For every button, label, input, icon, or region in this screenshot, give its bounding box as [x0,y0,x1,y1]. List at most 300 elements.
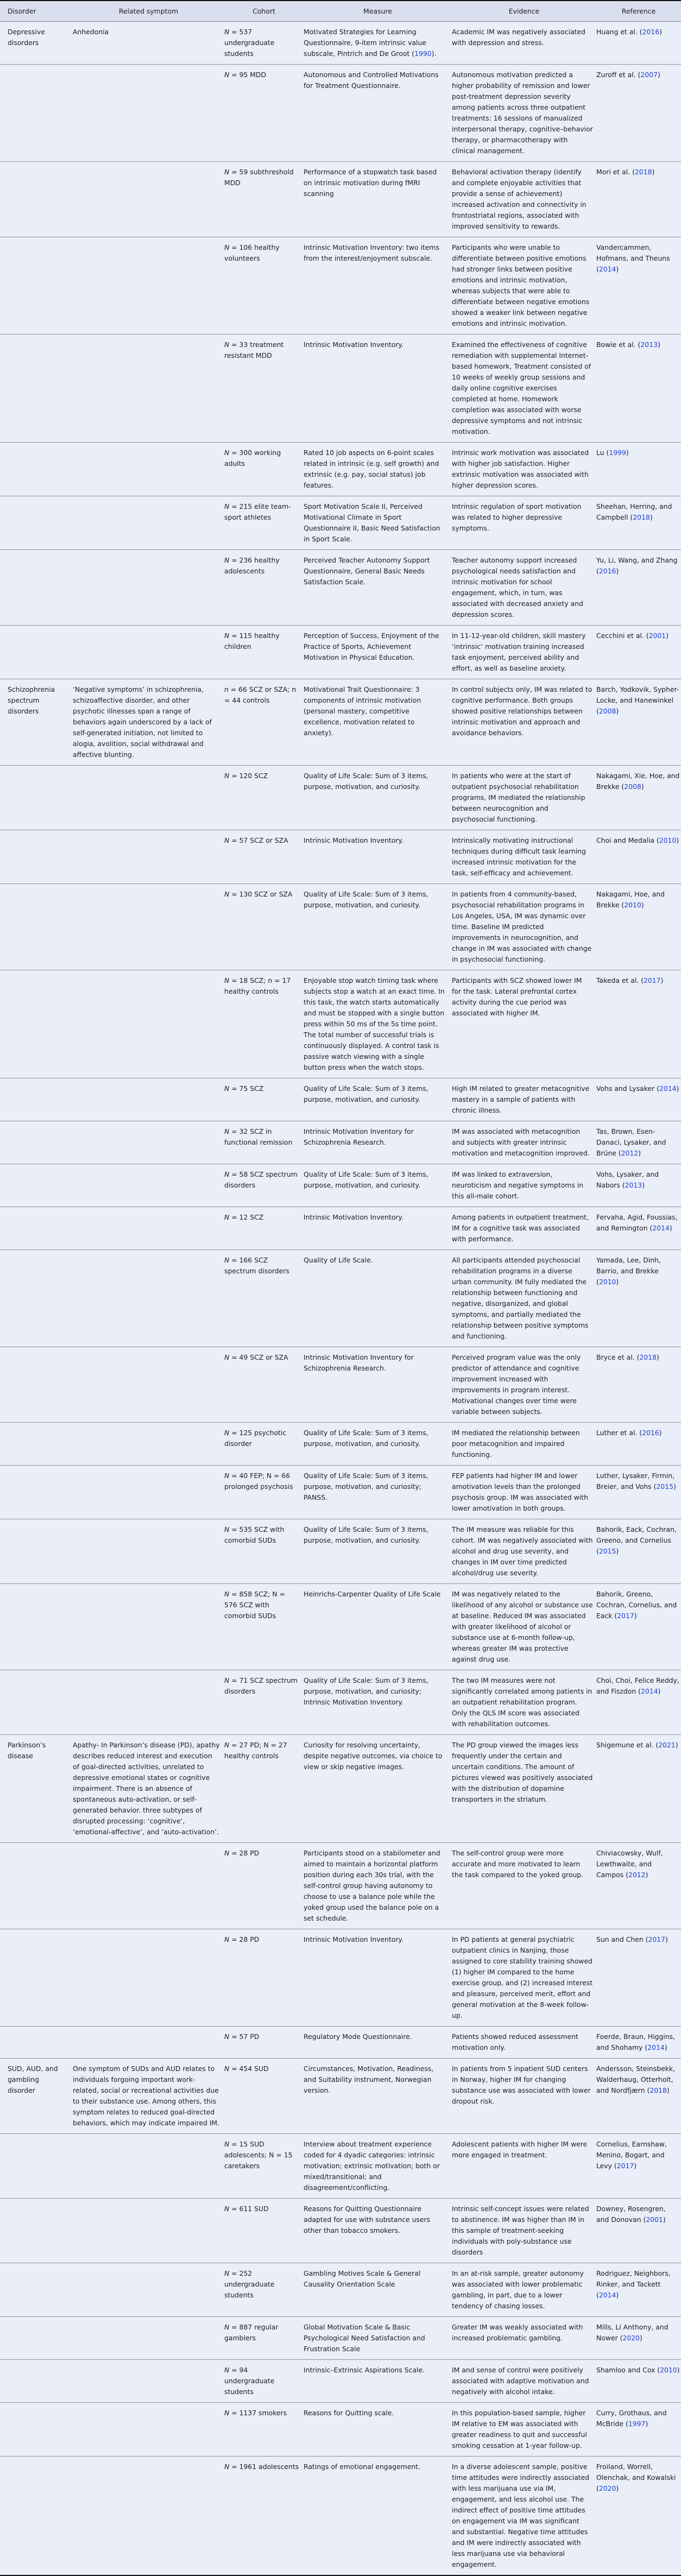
evidence-cell [452,626,596,679]
cohort-text: = 28 PD [229,1935,260,1943]
reference-tail: ) [634,1612,637,1620]
symptom-cell [73,550,224,626]
cohort-n-label: N [224,976,230,984]
cohort-text: = 94 undergraduate students [224,2366,275,2396]
measure-cell [304,830,452,884]
evidence-cell [452,1078,596,1121]
reference-tail: ) [616,2291,619,2299]
evidence-cell [452,1584,596,1670]
reference-authors: Zuroff et al. ( [596,71,641,79]
cohort-n-label: N [224,890,230,898]
cohort-text: = 106 healthy volunteers [224,243,280,262]
evidence-text: In 11-12-year-old children, skill mastery ‘intrinsic’ motivation training increased task enjoyment, perceived ability and effort, as well as baseline anxiety. [452,632,586,672]
reference-authors: Curry, Grothaus, and McBride ( [596,2409,667,2428]
measure-cell [304,626,452,679]
cohort-n-label: N [224,2064,230,2073]
measure-cell [304,1929,452,2026]
evidence-cell [452,65,596,162]
evidence-cell [452,1121,596,1164]
table-row [0,1164,681,1207]
reference-year-link[interactable]: 2017 [648,1935,666,1943]
reference-year-link[interactable]: 2014 [652,1224,670,1232]
cohort-n-label: n [224,685,229,693]
evidence-text: Intrinsic regulation of sport motivation was related to higher depressive symptoms. [452,502,582,532]
measure-text: Intrinsic–Extrinsic Aspirations Scale. [304,2366,425,2374]
measure-cell [304,2360,452,2403]
table-row [0,970,681,1078]
evidence-text: Greater IM was weakly associated with increased problematic gambling. [452,2323,583,2342]
evidence-text: Adolescent patients with higher IM were more engaged in treatment. [452,2140,588,2159]
reference-cell [596,884,681,970]
symptom-cell [73,1843,224,1929]
symptom-cell [73,1670,224,1735]
cohort-cell [224,1250,304,1347]
evidence-text: The PD group viewed the images less frequently under the certain and uncertain conditions. The amount of pictures viewed was positively associated with the distribution of dopamine transporters in the striatum. [452,1741,593,1803]
disorder-text: Parkinson’s disease [8,1741,46,1760]
cohort-cell [224,237,304,334]
disorder-cell [0,1121,73,1164]
evidence-text: In patients from 4 community-based, psychosocial rehabilitation programs in Los Angeles, USA, IM was dynamic over time. Baseline IM predicted improvements in neurocognition, and change in IM was associated with change in psychosocial functioning. [452,890,592,963]
disorder-cell [0,2134,73,2199]
cohort-n-label: N [224,1849,230,1857]
measure-text: Intrinsic Motivation Inventory. [304,340,403,349]
measure-cell [304,884,452,970]
disorder-cell [0,2403,73,2457]
reference-year-link[interactable]: 2015 [656,1482,673,1491]
reference-cell [596,2317,681,2360]
measure-text: Sport Motivation Scale II, Perceived Motivational Climate in Sport Questionnaire II, Basic Need Satisfaction in Sport Scale. [304,502,440,543]
table-row [0,550,681,626]
reference-tail: ) [673,1482,676,1491]
reference-authors: Vohs, Lysaker, and Nabors ( [596,1170,659,1189]
disorder-cell [0,1735,73,1843]
cohort-n-label: N [224,2366,230,2374]
reference-authors: Yamada, Lee, Dinh, Barrio, and Brekke ( [596,1256,661,1286]
measure-cell [304,1519,452,1584]
reference-cell [596,2457,681,2576]
reference-tail: ) [677,2366,680,2374]
table-row [0,766,681,830]
reference-tail: ) [658,1687,661,1695]
header-cohort: Cohort [224,1,304,22]
table-row [0,1466,681,1519]
symptom-cell [73,1164,224,1207]
cohort-text: = 33 treatment resistant MDD [224,340,284,359]
reference-tail: ) [665,1935,668,1943]
table-row [0,237,681,334]
reference-year-link[interactable]: 2017 [616,2162,634,2170]
reference-cell [596,550,681,626]
reference-cell [596,334,681,443]
evidence-text: All participants attended psychosocial rehabilitation programs in a diverse urban community. IM fully mediated the relationship between functioning and negative, disorganized, and global symptoms, and partially mediated the relationship between positive symptoms and functioning. [452,1256,589,1340]
cohort-n-label: N [224,1935,230,1943]
reference-tail: ) [669,1224,672,1232]
table-row [0,679,681,766]
cohort-text: = 18 SCZ; n = 17 healthy controls [224,976,291,995]
reference-tail: ) [641,782,644,791]
table-row [0,1843,681,1929]
cohort-cell [224,2134,304,2199]
cohort-n-label: N [224,2409,230,2417]
cohort-cell [224,1843,304,1929]
table-row [0,22,681,65]
disorder-cell [0,2263,73,2317]
disorder-cell [0,766,73,830]
reference-authors: Bryce et al. ( [596,1353,640,1361]
cohort-text: = 887 regular gamblers [224,2323,279,2342]
disorder-cell [0,1670,73,1735]
cohort-cell [224,1584,304,1670]
cohort-n-label: N [224,772,230,780]
measure-cell [304,2317,452,2360]
disorder-cell [0,2317,73,2360]
reference-year-link[interactable]: 2017 [644,976,661,984]
evidence-text: FEP patients had higher IM and lower amotivation levels than the prolonged psychosis group. IM was associated with lower amotivation in both groups. [452,1472,588,1512]
reference-year-link[interactable]: 2010 [660,2366,677,2374]
measure-text: Quality of Life Scale: Sum of 3 items, purpose, motivation, and curiosity; Intrinsic Motivation Inventory. [304,1676,428,1706]
cohort-text: = 15 SUD adolescents; N = 15 caretakers [224,2140,293,2170]
reference-tail: ) [659,1429,662,1437]
symptom-text: ‘Negative symptoms’ in schizophrenia, schizoaffective disorder, and other psychotic illnesses span a range of behaviors again underscored by a lack of self-generated initiation, not limited to alogia, avolition, social withdrawal and affective blunting. [73,685,212,759]
table-row [0,1121,681,1164]
disorder-cell [0,970,73,1078]
cohort-n-label: N [224,2140,230,2148]
evidence-cell [452,679,596,766]
reference-year-link[interactable]: 2013 [640,340,658,349]
symptom-cell [73,496,224,550]
reference-cell [596,1207,681,1250]
cohort-n-label: N [224,502,230,510]
reference-authors: Choi, Choi, Felice Reddy, and Fiszdon ( [596,1676,679,1695]
reference-cell [596,1164,681,1207]
disorder-text: Schizophrenia spectrum disorders [8,685,55,715]
cohort-text: = 58 SCZ spectrum disorders [224,1170,298,1189]
cohort-text: = 40 FEP; N = 66 prolonged psychosis [224,1472,293,1491]
reference-tail: ) [642,1181,645,1189]
reference-year-link[interactable]: 2010 [624,901,641,909]
reference-cell [596,1843,681,1929]
reference-tail: ) [664,2043,667,2051]
reference-year-link[interactable]: 1997 [628,2420,646,2428]
reference-authors: Sun and Chen ( [596,1935,648,1943]
reference-year-link[interactable]: 2014 [659,1084,677,1093]
evidence-text: In this population-based sample, higher IM relative to EM was associated with greater readiness to quit and successful smoking cessation at 1-year follow-up. [452,2409,587,2449]
reference-year-link[interactable]: 2008 [624,782,641,791]
table-row [0,65,681,162]
evidence-cell [452,334,596,443]
table-row [0,2059,681,2134]
reference-year-link[interactable]: 2008 [598,707,616,715]
reference-year-link[interactable]: 2010 [659,836,677,844]
cohort-text: = 1137 smokers [229,2409,287,2417]
reference-tail: ) [666,2086,670,2094]
evidence-text: Behavioral activation therapy (identify and complete enjoyable activities that provide a sense of achievement) increased activation and connectivity in frontostriatal regions, associated with improved sensitivity to rewards. [452,168,587,230]
reference-year-link[interactable]: 2010 [598,1278,616,1286]
reference-tail: ) [657,71,660,79]
reference-authors: Nakagami, Xie, Hoe, and Brekke ( [596,772,680,791]
measure-cell [304,334,452,443]
reference-year-link[interactable]: 2020 [622,2334,640,2342]
symptom-cell [73,1423,224,1466]
evidence-text: High IM related to greater metacognitive mastery in a sample of patients with chronic illness. [452,1084,590,1114]
measure-text: Quality of Life Scale: Sum of 3 items, purpose, motivation, and curiosity. [304,1170,428,1189]
reference-year-link[interactable]: 2017 [617,1612,634,1620]
disorder-cell [0,626,73,679]
measure-cell [304,1670,452,1735]
reference-cell [596,2403,681,2457]
reference-authors: Vandercammen, Hofmans, and Theuns ( [596,243,670,273]
table-row [0,2403,681,2457]
reference-year-link[interactable]: 2001 [648,632,666,640]
cohort-n-label: N [224,2463,230,2471]
evidence-cell [452,162,596,237]
reference-authors: Lu ( [596,449,609,457]
cohort-text: = 57 PD [229,2032,260,2041]
cohort-cell [224,679,304,766]
reference-cell [596,2059,681,2134]
cohort-cell [224,884,304,970]
disorder-cell [0,1519,73,1584]
cohort-cell [224,626,304,679]
cohort-n-label: N [224,28,230,36]
reference-year-link[interactable]: 2018 [650,2086,667,2094]
reference-year-link[interactable]: 2018 [634,168,652,176]
reference-authors: Chiviacowsky, Wulf, Lewthwaite, and Campos ( [596,1849,663,1879]
table-row [0,2134,681,2199]
measure-text: Intrinsic Motivation Inventory for Schizophrenia Research. [304,1127,414,1146]
measure-text: Performance of a stopwatch task based on intrinsic motivation during fMRI scanning [304,168,437,198]
table-row [0,2360,681,2403]
table-row [0,1250,681,1347]
symptom-cell [73,2059,224,2134]
cohort-cell [224,970,304,1078]
reference-tail: ) [634,2162,637,2170]
measure-cell [304,1466,452,1519]
reference-cell [596,1466,681,1519]
reference-year-link[interactable]: 2018 [639,1353,657,1361]
measure-text: Quality of Life Scale: Sum of 3 items, purpose, motivation, and curiosity. [304,1525,428,1544]
cohort-n-label: N [224,1213,230,1221]
measure-cell [304,2263,452,2317]
reference-year-link[interactable]: 1999 [609,449,626,457]
evidence-cell [452,1670,596,1735]
reference-year-link[interactable]: 2020 [598,2484,616,2492]
disorder-cell [0,1423,73,1466]
disorder-cell [0,334,73,443]
cohort-cell [224,1121,304,1164]
measure-cell [304,970,452,1078]
cohort-text: = 611 SUD [229,2205,269,2213]
measure-year-link[interactable]: 1990 [414,49,432,58]
reference-tail: ) [645,2420,648,2428]
cohort-text: = 125 psychotic disorder [224,1429,287,1448]
reference-year-link[interactable]: 2021 [658,1741,676,1749]
reference-tail: ) [652,168,655,176]
reference-tail: ) [663,2215,666,2224]
evidence-cell [452,1735,596,1843]
disorder-cell [0,830,73,884]
disorder-cell [0,65,73,162]
reference-authors: Takeda et al. ( [596,976,644,984]
evidence-text: Intrinsically motivating instructional techniques during difficult task learning increased intrinsic motivation for the task, self-efficacy and achievement. [452,836,586,877]
measure-text: Curiosity for resolving uncertainty, despite negative outcomes, via choice to view or skip negative images. [304,1741,443,1771]
measure-cell [304,1207,452,1250]
cohort-n-label: N [224,243,230,251]
reference-year-link[interactable]: 2001 [646,2215,663,2224]
reference-cell [596,830,681,884]
cohort-n-label: N [224,1127,230,1135]
cohort-n-label: N [224,1256,230,1264]
cohort-cell [224,2059,304,2134]
cohort-cell [224,2026,304,2059]
reference-year-link[interactable]: 2012 [621,1149,639,1157]
table-body [0,22,681,2576]
evidence-cell [452,22,596,65]
reference-authors: Sheehan, Herring, and Campbell ( [596,502,672,521]
reference-tail: ) [657,1353,659,1361]
evidence-text: IM was linked to extraversion, neuroticism and negative symptoms in this all-male cohort. [452,1170,584,1200]
cohort-cell [224,2317,304,2360]
reference-year-link[interactable]: 2016 [598,567,616,575]
evidence-text: IM and sense of control were positively associated with adaptive motivation and negatively with alcohol intake. [452,2366,589,2396]
measure-text: Perceived Teacher Autonomy Support Questionnaire, General Basic Needs Satisfaction Scale. [304,556,430,586]
reference-cell [596,162,681,237]
reference-authors: Tas, Brown, Esen-Danaci, Lysaker, and Brüne ( [596,1127,666,1157]
cohort-n-label: N [224,1084,230,1093]
reference-year-link[interactable]: 2014 [647,2043,665,2051]
cohort-n-label: N [224,1590,230,1598]
reference-authors: Luther et al. ( [596,1429,642,1437]
cohort-cell [224,1423,304,1466]
reference-tail: ) [616,265,619,273]
measure-cell [304,2199,452,2263]
measure-text: Enjoyable stop watch timing task where subjects stop a watch at an exact time. In this task, the watch starts automatically and must be stopped with a single button press within 50 ms of the 5s time point. The total number of successful trials is continuously displayed. A control task is passive watch viewing with a single button press when the watch stops. [304,976,445,1071]
symptom-cell [73,1078,224,1121]
disorder-cell [0,1584,73,1670]
evidence-cell [452,1207,596,1250]
measure-text: Ratings of emotional engagement. [304,2463,420,2471]
evidence-cell [452,2403,596,2457]
cohort-n-label: N [224,1353,230,1361]
symptom-cell [73,2199,224,2263]
reference-year-link[interactable]: 2015 [598,1547,616,1555]
measure-cell [304,65,452,162]
reference-cell [596,2199,681,2263]
disorder-cell [0,2360,73,2403]
table-row [0,443,681,496]
cohort-text: = 71 SCZ spectrum disorders [224,1676,298,1695]
measure-cell [304,2026,452,2059]
measure-text: Quality of Life Scale: Sum of 3 items, purpose, motivation, and curiosity. [304,772,428,791]
reference-year-link[interactable]: 2007 [640,71,658,79]
header-evidence: Evidence [452,1,596,22]
measure-cell [304,1078,452,1121]
symptom-text: One symptom of SUDs and AUD relates to individuals forgoing important work-related, social or recreational activities due to their substance use. Among others, this symptom relates to reduced goal-directed behaviors, which may indicate impaired IM. [73,2064,220,2127]
disorder-cell [0,1843,73,1929]
cohort-cell [224,1164,304,1207]
measure-text: Circumstances, Motivation, Readiness, and Suitability instrument, Norwegian version. [304,2064,434,2094]
disorder-cell [0,2026,73,2059]
evidence-text: IM was associated with metacognition and subjects with greater intrinsic motivation and metacognition improved. [452,1127,590,1157]
symptom-cell [73,162,224,237]
reference-authors: Cecchini et al. ( [596,632,649,640]
evidence-cell [452,1423,596,1466]
measure-cell [304,237,452,334]
cohort-n-label: N [224,1525,230,1533]
evidence-text: Intrinsic self-concept issues were related to abstinence. IM was higher than IM in this sample of treatment-seeking individuals with poly-substance use disorders [452,2205,589,2256]
cohort-cell [224,162,304,237]
symptom-cell [73,2263,224,2317]
reference-year-link[interactable]: 2018 [633,513,650,521]
table-row [0,2199,681,2263]
reference-tail: ) [659,28,662,36]
evidence-cell [452,2199,596,2263]
table-row [0,626,681,679]
measure-cell [304,1121,452,1164]
reference-tail: ) [641,901,644,909]
symptom-cell [73,237,224,334]
cohort-cell [224,1929,304,2026]
reference-tail: ) [645,1871,648,1879]
disorder-cell [0,2457,73,2576]
reference-cell [596,443,681,496]
cohort-n-label: N [224,168,230,176]
cohort-cell [224,2263,304,2317]
table-row [0,496,681,550]
reference-year-link[interactable]: 2014 [640,1687,658,1695]
reference-year-link[interactable]: 2012 [628,1871,646,1879]
reference-authors: Mori et al. ( [596,168,635,176]
symptom-cell [73,1250,224,1347]
measure-text: Participants stood on a stabilometer and aimed to maintain a horizontal platform position during each 30s trial, with the self-control group having autonomy to choose to use a balance pole while the yoked group used the balance pole on a set schedule. [304,1849,440,1922]
measure-cell [304,162,452,237]
cohort-cell [224,2457,304,2576]
table-row [0,830,681,884]
disorder-cell [0,1347,73,1423]
measure-text: Rated 10 job aspects on 6-point scales related in intrinsic (e.g. self growth) and extrinsic (e.g. pay, social status) job features. [304,449,439,489]
reference-year-link[interactable]: 2014 [598,265,616,273]
reference-year-link[interactable]: 2014 [598,2291,616,2299]
measure-text: Regulatory Mode Questionnaire. [304,2032,412,2041]
cohort-text: = 236 healthy adolescents [224,556,280,575]
cohort-cell [224,334,304,443]
table-header [0,1,681,22]
reference-authors: Downey, Rosengren, and Donovan ( [596,2205,666,2224]
reference-year-link[interactable]: 2016 [642,28,660,36]
cohort-cell [224,1466,304,1519]
cohort-text: = 215 elite team-sport athletes [224,502,291,521]
reference-year-link[interactable]: 2013 [625,1181,642,1189]
reference-cell [596,1584,681,1670]
reference-authors: Froiland, Worrell, Olenchak, and Kowalski ( [596,2463,676,2492]
header-row [0,1,681,22]
table-row [0,2263,681,2317]
symptom-cell [73,1584,224,1670]
cohort-text: = 858 SCZ; N = 576 SCZ with comorbid SUDs [224,1590,285,1620]
evidence-cell [452,2059,596,2134]
measure-text: Quality of Life Scale: Sum of 3 items, purpose, motivation, and curiosity. [304,890,428,909]
measure-cell [304,2134,452,2199]
evidence-text: In a diverse adolescent sample, positive time attitudes were indirectly associated with less marijuana use via IM, engagement, and less alcohol use. The indirect effect of positive time attitudes on engagement via IM was significant and substantial. Negative time attitudes and IM were indirectly associated with less marijuana use via behavioral engagement. [452,2463,590,2568]
measure-tail: ). [431,49,437,58]
reference-year-link[interactable]: 2016 [642,1429,659,1437]
reference-cell [596,2134,681,2199]
table-row [0,2317,681,2360]
table-row [0,162,681,237]
evidence-cell [452,2026,596,2059]
cohort-text: = 57 SCZ or SZA [229,836,288,844]
cohort-cell [224,1519,304,1584]
